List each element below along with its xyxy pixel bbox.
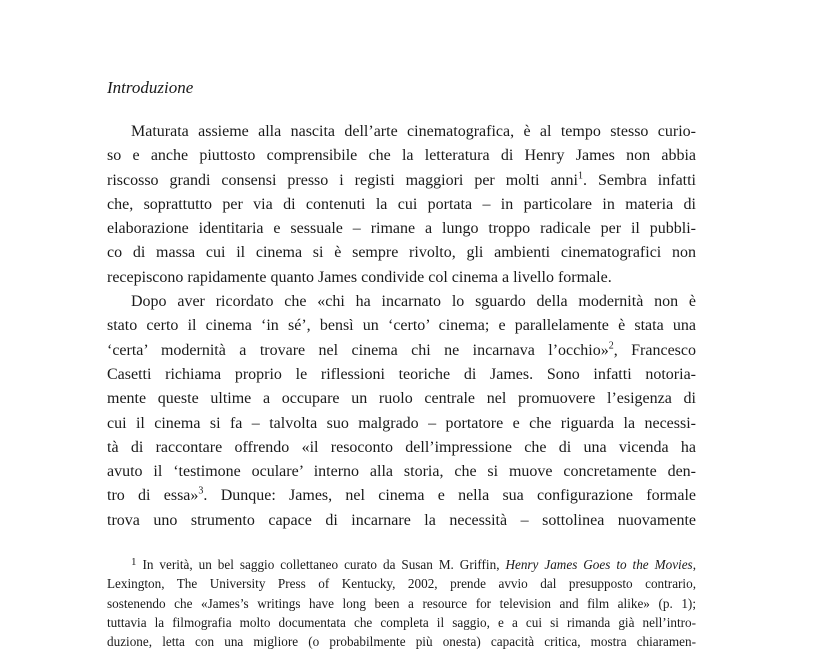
text-segment: trova uno strumento capace di incarnare la necessità – sottolinea nuovamente [107,511,696,529]
body-line [107,509,696,533]
body-line [107,484,696,508]
text-segment: elaborazione identitaria e sessuale – rimane a lungo troppo radicale per il pubbli- [107,220,696,238]
text-segment: sostenendo che «James’s writings have long been a resource for television and film alike» (p. 1); [107,595,696,611]
text-segment: Casetti richiama proprio le riflessioni teoriche di James. Sono infatti notoria- [107,365,696,383]
body-line [107,144,696,168]
text-segment: tà di raccontare offrendo «il resoconto dell’impressione che di una vicenda ha [107,438,696,456]
body-line [107,460,696,484]
footnote-number: 1 [131,556,137,568]
body-line [107,193,696,217]
text-segment: ‘certa’ modernità a trovare nel cinema chi ne incarnava l’occhio» [107,341,609,359]
text-segment: , [692,557,696,572]
text-segment: che, soprattutto per via di contenuti la cui portata – in particolare in materia di [107,195,696,213]
footnote-line [107,555,696,574]
text-segment: riscosso grandi consensi presso i registi maggiori per molti anni [107,171,578,189]
footnote-reference[interactable]: 3 [198,486,204,498]
footnote-line [107,613,696,632]
text-segment: stato certo il cinema ‘in sé’, bensì un ‘certo’ cinema; e parallelamente è stata una [107,317,696,335]
section-heading: Introduzione [107,78,194,97]
text-segment: Lexington, The University Press of Kentucky, 2002, prende avvio dal presupposto contrario, [107,576,696,592]
body-line [107,290,696,314]
text-segment: avuto il ‘testimone oculare’ interno alla storia, che si muove concretamente den- [107,463,696,481]
footnote-reference[interactable]: 2 [608,340,614,352]
body-line [107,314,696,338]
footnote-line [107,574,696,593]
footnote-reference[interactable]: 1 [578,170,583,182]
body-line [107,120,696,144]
text-segment: co di massa cui il cinema si è sempre rivolto, gli ambienti cinematografici non [107,244,696,262]
text-segment: tuttavia la filmografia molto documentata che completa il saggio, e a cui si rimanda già nell’intro- [107,614,696,630]
body-line [107,436,696,460]
body-line [107,363,696,387]
text-segment: , Francesco [613,341,697,359]
text-segment: recepiscono rapidamente quanto James condivide col cinema a livello formale. [107,268,612,286]
body-line [107,169,696,193]
footnotes [107,555,696,651]
text-segment: mente queste ultime a occupare un ruolo centrale nel promuovere l’esigenza di [107,390,696,408]
footnote-line [107,594,696,613]
body-line [107,217,696,241]
body-text [107,120,696,533]
text-segment: duzione, letta con una migliore (o probabilmente più onesta) capacità critica, mostra chiaramen- [107,634,696,650]
footnote-line [107,632,696,651]
body-line [107,387,696,411]
body-line [107,266,696,290]
text-segment: Dopo aver ricordato che «chi ha incarnato lo sguardo della modernità non è [131,293,696,311]
text-segment: . Dunque: James, nel cinema e nella sua configurazione formale [203,487,697,505]
text-segment: In verità, un bel saggio collettaneo curato da Susan M. Griffin, [136,557,506,572]
text-segment: . Sembra infatti [583,171,697,189]
text-segment: Maturata assieme alla nascita dell’arte cinematografica, è al tempo stesso curio- [131,123,696,140]
body-line [107,412,696,436]
body-line [107,241,696,265]
book-title: Henry James Goes to the Movies [505,557,693,572]
text-segment: tro di essa» [107,487,199,505]
text-segment: cui il cinema si fa – talvolta suo malgrado – portatore e che riguarda la necessi- [107,414,696,432]
body-line [107,339,696,363]
text-segment: so e anche piuttosto comprensibile che la letteratura di Henry James non abbia [107,147,696,165]
